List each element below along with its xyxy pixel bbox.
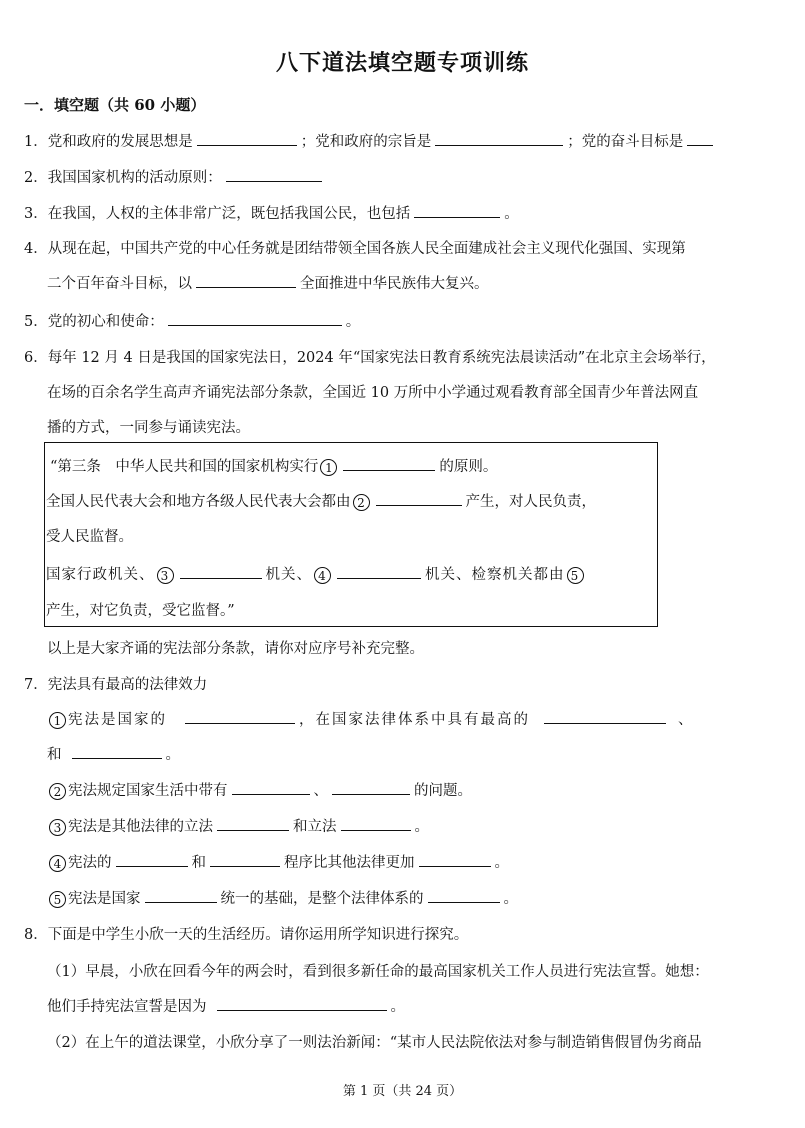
question-6-line-1: 6．每年 12 月 4 日是我国的国家宪法日，2024 年“国家宪法日教育系统宪法晨读活动”在北京主会场举行， [24,350,716,366]
page-title: 八下道法填空题专项训练 [275,50,529,76]
question-6-after: 以上是大家齐诵的宪法部分条款，请你对应序号补充完整。 [47,641,424,657]
q7-text: 宪法规定国家生活中带有 [68,783,228,799]
answer-blank[interactable] [72,744,162,759]
box-line-3: 受人民监督。 [46,529,133,545]
answer-blank[interactable] [419,852,491,867]
q7-text: 的问题。 [414,783,472,799]
box-text: 机关、检察机关都由 [425,567,565,583]
q7-text: 和 [47,747,62,763]
circle-number: 3 [157,567,174,584]
circle-number: 4 [314,567,331,584]
q4-text-c: 全面推进中华民族伟大复兴。 [300,276,489,292]
answer-blank[interactable] [376,491,462,506]
q7-text: 宪法是国家 [68,891,141,907]
q8-text: 他们手持宪法宣誓是因为 [47,999,207,1015]
q8-part-1: （1）早晨，小欣在回看今年的两会时，看到很多新任命的最高国家机关工作人员进行宪法宣誓。她想： [47,964,709,980]
q7-text: ，在国家法律体系中具有最高的 [299,712,530,728]
answer-blank[interactable] [343,456,435,471]
q7-text: 。 [165,747,180,763]
box-text: 的原则。 [439,459,498,475]
q7-text: 程序比其他法律更加 [284,855,415,871]
box-line-5: 产生，对它负责，受它监督。” [46,603,235,619]
circle-number: 2 [49,783,66,800]
box-line-4 [46,563,586,584]
q7-text: 宪法是其他法律的立法 [68,819,213,835]
q8-part-1-cont [47,995,405,1016]
q5-text-a: 5．党的初心和使命： [24,314,164,330]
q7-item-2 [47,779,472,800]
question-1 [24,130,717,151]
circle-number: 2 [353,494,370,511]
q7-text: 。 [414,819,429,835]
q8-text: 。 [390,999,405,1015]
answer-blank[interactable] [210,852,280,867]
question-6-line-2: 在场的百余名学生高声齐诵宪法部分条款，全国近 10 万所中小学通过观看教育部全国青少年普法网直 [47,385,699,401]
answer-blank[interactable] [145,888,217,903]
answer-blank[interactable] [217,816,289,831]
circle-number: 3 [49,819,66,836]
box-line-2 [46,490,596,511]
q7-item-5 [47,887,518,908]
answer-blank[interactable] [428,888,500,903]
q7-text: 宪法是国家的 [68,712,167,728]
q7-text: 。 [503,891,518,907]
q7-text: 宪法的 [68,855,112,871]
circle-number: 5 [567,567,584,584]
q8-part-2: （2）在上午的道法课堂，小欣分享了一则法治新闻：“某市人民法院依法对参与制造销售假冒伪劣商品 [47,1035,702,1051]
question-6-line-3: 播的方式，一同参与诵读宪法。 [47,420,250,436]
question-4-line-2 [47,272,489,293]
q1-text-a: 1．党和政府的发展思想是 [24,134,193,150]
answer-blank[interactable] [341,816,411,831]
question-4-line-1: 4．从现在起，中国共产党的中心任务就是团结带领全国各族人民全面建成社会主义现代化强国、实现第 [24,241,686,257]
answer-blank[interactable] [435,131,563,146]
answer-blank[interactable] [337,564,421,579]
q7-item-1-cont [47,743,180,764]
q7-text: 和立法 [293,819,337,835]
circle-number: 5 [49,891,66,908]
circle-number: 1 [49,712,66,729]
answer-blank[interactable] [232,780,310,795]
answer-blank[interactable] [332,780,410,795]
page-footer: 第 1 页（共 24 页） [342,1084,463,1099]
q7-text: 和 [191,855,206,871]
q2-text: 2．我国国家机构的活动原则： [24,170,222,186]
q1-text-c: ；党的奋斗目标是 [567,134,684,150]
q7-item-4 [47,851,509,872]
answer-blank[interactable] [544,709,666,724]
q7-item-3 [47,815,429,836]
answer-blank[interactable] [414,203,500,218]
answer-blank[interactable] [226,167,322,182]
answer-blank[interactable] [185,709,295,724]
answer-blank[interactable] [217,996,387,1011]
q7-text: 、 [313,783,328,799]
question-8-title: 8．下面是中学生小欣一天的生活经历。请你运用所学知识进行探究。 [24,927,469,943]
answer-blank[interactable] [180,564,262,579]
circle-number: 4 [49,855,66,872]
box-text: 产生，对人民负责， [465,494,596,510]
box-text: 国家行政机关、 [46,567,155,583]
section-heading: 一．填空题（共 60 小题） [24,96,206,114]
box-line-1 [50,455,497,476]
question-3 [24,202,519,223]
answer-blank[interactable] [168,311,342,326]
circle-number: 1 [320,459,337,476]
q1-text-b: ；党和政府的宗旨是 [300,134,432,150]
q7-text: 统一的基础，是整个法律体系的 [220,891,424,907]
answer-blank[interactable] [196,273,296,288]
answer-blank[interactable] [116,852,188,867]
question-7-title: 7．宪法具有最高的法律效力 [24,677,208,693]
q5-text-b: 。 [345,314,361,330]
box-text: 全国人民代表大会和地方各级人民代表大会都由 [46,494,351,510]
question-2 [24,166,326,187]
q3-text-b: 。 [504,206,519,222]
box-text: 机关、 [265,567,312,583]
q7-text: 。 [494,855,509,871]
answer-blank[interactable] [687,131,713,146]
answer-blank[interactable] [197,131,297,146]
box-text: “第三条 中华人民共和国的国家机构实行 [50,459,319,475]
q7-item-1 [47,708,695,729]
q7-text: 、 [678,712,695,728]
q4-text-b: 二个百年奋斗目标，以 [47,276,192,292]
question-5 [24,310,360,331]
q3-text-a: 3．在我国，人权的主体非常广泛，既包括我国公民，也包括 [24,206,411,222]
